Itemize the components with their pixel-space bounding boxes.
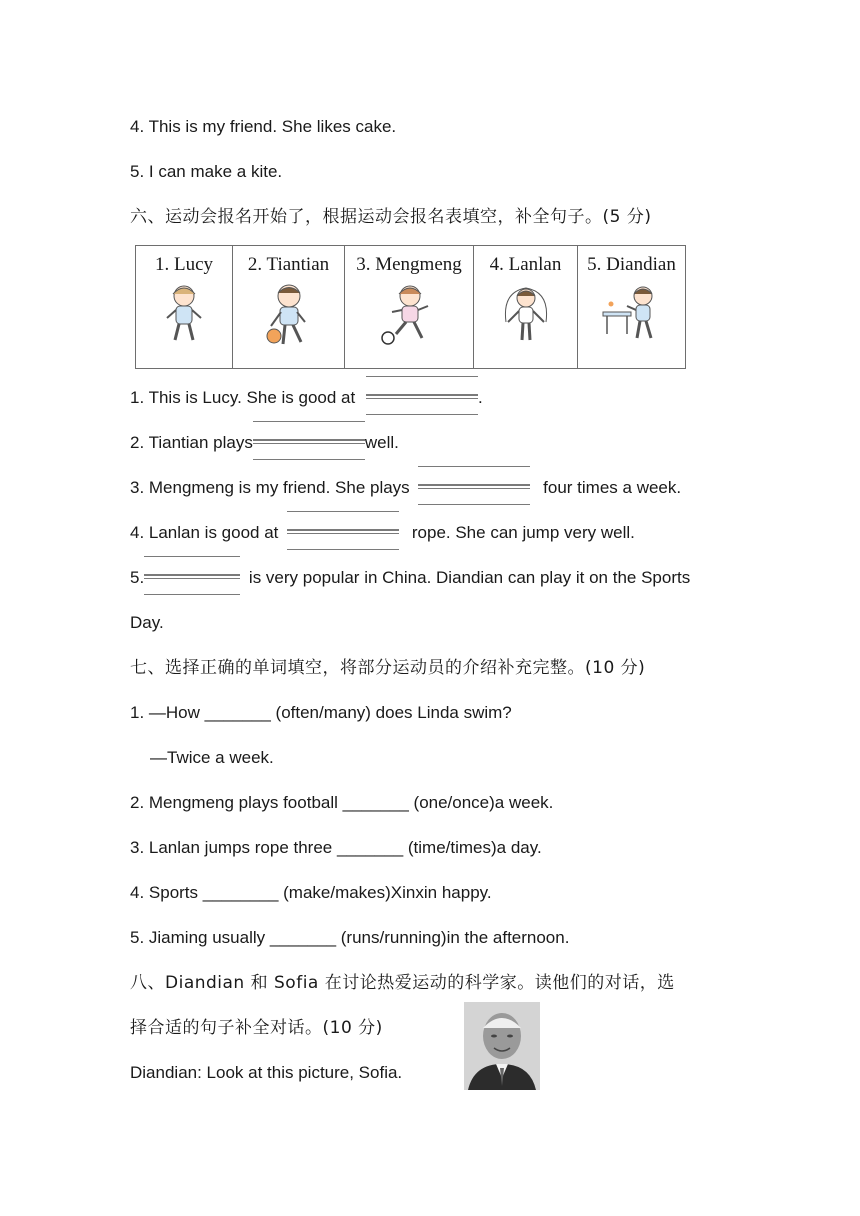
answer-blank[interactable]	[418, 478, 530, 500]
q5-end: is very popular in China. Diandian can play it on the Sports	[248, 568, 691, 587]
answer-blank[interactable]	[287, 523, 399, 545]
s7-item-1-answer: —Twice a week.	[150, 748, 274, 767]
reg-name: 5. Diandian	[587, 254, 676, 275]
q2-text: 2. Tiantian plays	[130, 433, 253, 452]
boy-basketball-icon	[261, 282, 317, 348]
reg-cell-mengmeng	[345, 246, 474, 369]
reg-cell-lucy	[136, 246, 233, 369]
section7-title: 七、选择正确的单词填空，将部分运动员的介绍补充完整。(10 分)	[130, 658, 646, 678]
s6-question-5-cont: Day.	[130, 613, 164, 632]
reg-name: 3. Mengmeng	[356, 254, 462, 275]
girl-jump-rope-icon	[498, 282, 554, 346]
q2-end: well.	[364, 433, 399, 452]
reg-cell-tiantian	[233, 246, 345, 369]
q4-end: rope. She can jump very well.	[411, 523, 635, 542]
reg-cell-diandian	[578, 246, 686, 369]
reg-name: 4. Lanlan	[489, 254, 562, 275]
s7-item-3: 3. Lanlan jumps rope three _______ (time/times)a day.	[130, 838, 542, 857]
s7-item-4: 4. Sports ________ (make/makes)Xinxin happy.	[130, 883, 492, 902]
prev-item-4: 4. This is my friend. She likes cake.	[130, 117, 397, 136]
s6-question-5	[130, 567, 690, 590]
reg-cell-lanlan	[474, 246, 578, 369]
section8-title-line1: 八、Diandian 和 Sofia 在讨论热爱运动的科学家。读他们的对话，选	[130, 973, 675, 993]
elderly-scientist-portrait-icon	[464, 1002, 540, 1090]
s6-question-3	[130, 477, 681, 500]
q3-end: four times a week.	[543, 478, 682, 497]
s7-item-1: 1. —How _______ (often/many) does Linda swim?	[130, 703, 512, 722]
s7-item-5: 5. Jiaming usually _______ (runs/running)in the afternoon.	[130, 928, 570, 947]
section6-title: 六、运动会报名开始了，根据运动会报名表填空，补全句子。(5 分)	[130, 207, 652, 227]
section8-title-line2: 择合适的句子补全对话。(10 分)	[130, 1018, 383, 1038]
s6-question-4	[130, 522, 635, 545]
boy-ping-pong-icon	[601, 282, 663, 346]
girl-football-icon	[378, 282, 440, 346]
prev-item-5: 5. I can make a kite.	[130, 162, 283, 181]
answer-blank[interactable]	[366, 388, 478, 410]
q1-text: 1. This is Lucy. She is good at	[130, 388, 356, 407]
s7-item-2: 2. Mengmeng plays football _______ (one/once)a week.	[130, 793, 554, 812]
reg-name: 2. Tiantian	[247, 254, 330, 275]
answer-blank[interactable]	[253, 433, 365, 455]
sports-registration-table	[135, 245, 686, 369]
answer-blank[interactable]	[144, 568, 240, 590]
reg-name: 1. Lucy	[154, 254, 214, 275]
s6-question-1	[130, 387, 483, 410]
s6-question-2	[130, 432, 399, 455]
q1-end: .	[477, 388, 483, 407]
q5-text: 5.	[130, 568, 145, 587]
girl-skipping-icon	[159, 282, 209, 346]
q4-text: 4. Lanlan is good at	[130, 523, 279, 542]
q3-text: 3. Mengmeng is my friend. She plays	[130, 478, 410, 497]
dialogue-line-1: Diandian: Look at this picture, Sofia.	[130, 1063, 403, 1082]
